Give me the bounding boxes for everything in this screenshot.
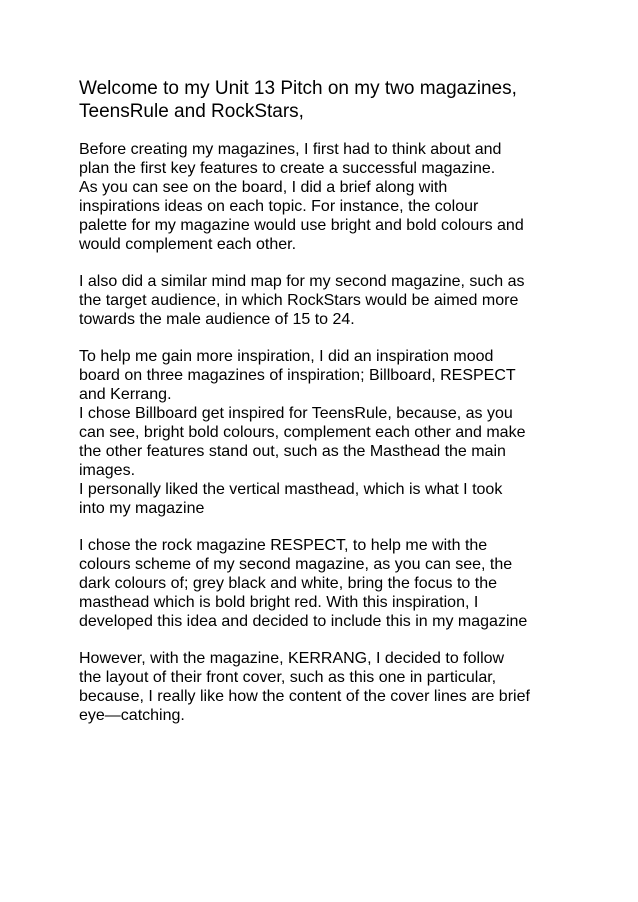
text-line: dark colours of; grey black and white, bring the focus to the xyxy=(79,575,498,592)
text-line: towards the male audience of 15 to 24. xyxy=(79,311,355,328)
text-line: eye—catching. xyxy=(79,707,185,724)
text-line: As you can see on the board, I did a brief along with xyxy=(79,179,448,196)
text-line: plan the first key features to create a successful magazine. xyxy=(79,160,496,177)
document-page xyxy=(79,77,619,743)
text-line: images. xyxy=(79,462,136,479)
paragraph-mind-map xyxy=(79,272,619,329)
paragraph-kerrang xyxy=(79,649,619,725)
text-line: Before creating my magazines, I first had to think about and xyxy=(79,141,502,158)
text-line: I also did a similar mind map for my second magazine, such as xyxy=(79,273,525,290)
text-line: and Kerrang. xyxy=(79,386,172,403)
paragraph-planning xyxy=(79,140,619,254)
text-line: palette for my magazine would use bright and bold colours and xyxy=(79,217,524,234)
text-line: I chose Billboard get inspired for TeensRule, because, as you xyxy=(79,405,513,422)
text-line: the other features stand out, such as the Masthead the main xyxy=(79,443,506,460)
text-line: developed this idea and decided to include this in my magazine xyxy=(79,613,528,630)
paragraph-mood-board xyxy=(79,347,619,518)
text-line: board on three magazines of inspiration; Billboard, RESPECT xyxy=(79,367,516,384)
text-line: can see, bright bold colours, complement each other and make xyxy=(79,424,526,441)
text-line: masthead which is bold bright red. With this inspiration, I xyxy=(79,594,479,611)
text-line: inspirations ideas on each topic. For instance, the colour xyxy=(79,198,479,215)
text-line: the layout of their front cover, such as this one in particular, xyxy=(79,669,497,686)
text-line: would complement each other. xyxy=(79,236,297,253)
text-line: into my magazine xyxy=(79,500,205,517)
text-line: To help me gain more inspiration, I did an inspiration mood xyxy=(79,348,494,365)
text-line: I chose the rock magazine RESPECT, to help me with the xyxy=(79,537,488,554)
paragraph-respect xyxy=(79,536,619,631)
text-line: because, I really like how the content of the cover lines are brief xyxy=(79,688,530,705)
text-line: the target audience, in which RockStars would be aimed more xyxy=(79,292,519,309)
text-line: However, with the magazine, KERRANG, I decided to follow xyxy=(79,650,505,667)
heading-line: TeensRule and RockStars, xyxy=(79,101,304,122)
document-heading xyxy=(79,77,549,123)
text-line: colours scheme of my second magazine, as you can see, the xyxy=(79,556,513,573)
heading-line: Welcome to my Unit 13 Pitch on my two magazines, xyxy=(79,78,517,99)
document-body xyxy=(79,140,619,725)
text-line: I personally liked the vertical masthead, which is what I took xyxy=(79,481,503,498)
